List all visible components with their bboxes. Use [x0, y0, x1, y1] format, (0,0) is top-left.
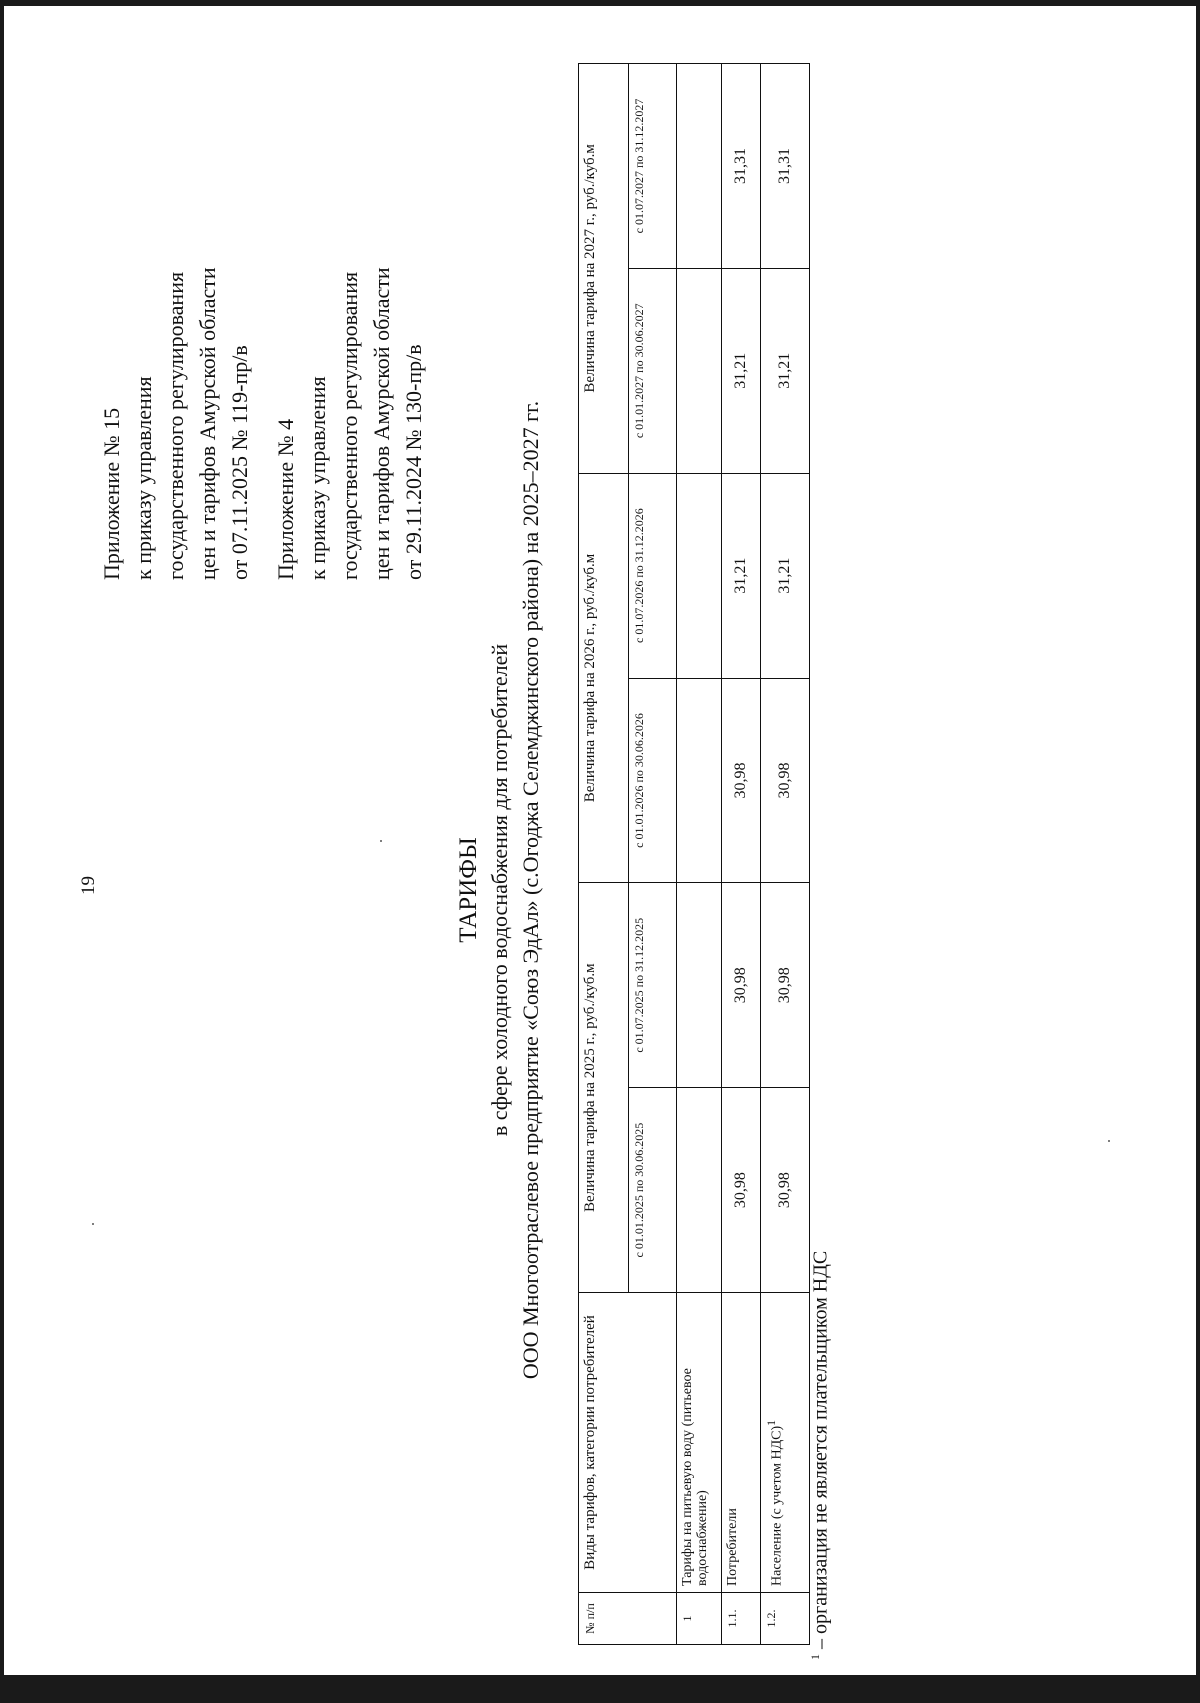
column-header-type: Виды тарифов, категории потребителей: [579, 1293, 677, 1593]
period-header: с 01.01.2026 по 30.06.2026: [629, 678, 677, 883]
appendix-line: цен и тарифов Амурской области: [195, 267, 220, 580]
tariff-value: 31,21: [761, 268, 810, 473]
document-title: ТАРИФЫ: [455, 837, 482, 943]
column-header-number: № п/п: [579, 1593, 677, 1645]
tariff-value: 31,21: [722, 268, 761, 473]
tariff-value: [677, 64, 722, 269]
footnote: [808, 1251, 833, 1660]
tariff-value: [677, 1088, 722, 1293]
scan-edge-bottom: [0, 1675, 1200, 1703]
tariff-value: [677, 678, 722, 883]
period-header: с 01.07.2027 по 31.12.2027: [629, 64, 677, 269]
appendix-previous-block: [270, 267, 430, 580]
period-header: с 01.07.2025 по 31.12.2025: [629, 883, 677, 1088]
scan-edge-right: [1196, 0, 1200, 1703]
table-header-row: [579, 64, 629, 1645]
tariff-value: 30,98: [722, 678, 761, 883]
appendix-line: Приложение № 15: [99, 407, 124, 580]
period-header: с 01.01.2025 по 30.06.2025: [629, 1088, 677, 1293]
table-row: [761, 64, 810, 1645]
appendix-line: Приложение № 4: [273, 418, 298, 580]
appendix-line: от 07.11.2025 № 119-пр/в: [227, 345, 252, 580]
scan-edge-top: [0, 0, 1200, 6]
page-number: 19: [78, 876, 99, 895]
document-subtitle: в сфере холодного водоснабжения для потребителей: [487, 643, 512, 1137]
row-number: 1.2.: [761, 1593, 810, 1645]
appendix-line: к приказу управления: [131, 376, 156, 580]
appendix-line: к приказу управления: [305, 376, 330, 580]
organization-line: ООО Многоотраслевое предприятие «Союз ЭдАл» (с.Огоджа Селемджинского района) на 2025–2027 гг.: [518, 400, 543, 1380]
footnote-marker: 1: [808, 1654, 822, 1660]
row-category: Тарифы на питьевую воду (питьевое водоснабжение): [677, 1293, 722, 1593]
table-row: [677, 64, 722, 1645]
row-number: 1: [677, 1593, 722, 1645]
footnote-text: – организация не является плательщиком НДС: [809, 1250, 832, 1654]
tariff-value: 31,21: [761, 473, 810, 678]
tariff-value: 31,31: [761, 64, 810, 269]
tariff-value: 30,98: [761, 1088, 810, 1293]
appendix-line: государственного регулирования: [163, 271, 188, 580]
row-category-text: Население (с учетом НДС): [769, 1425, 785, 1586]
tariff-value: 30,98: [761, 883, 810, 1088]
footnote-marker: 1: [765, 1420, 778, 1426]
appendix-line: государственного регулирования: [337, 271, 362, 580]
appendix-line: от 29.11.2024 № 130-пр/в: [401, 344, 426, 580]
scan-edge-left: [0, 0, 4, 1703]
tariff-value: [677, 883, 722, 1088]
tariff-value: 30,98: [761, 678, 810, 883]
column-header-2025: Величина тарифа на 2025 г., руб./куб.м: [579, 883, 629, 1293]
tariff-value: 30,98: [722, 1088, 761, 1293]
tariff-table: [578, 63, 810, 1645]
column-header-2026: Величина тарифа на 2026 г., руб./куб.м: [579, 473, 629, 883]
table-row: [722, 64, 761, 1645]
row-number: 1.1.: [722, 1593, 761, 1645]
tariff-value: [677, 268, 722, 473]
row-category: [761, 1293, 810, 1593]
period-header: с 01.07.2026 по 31.12.2026: [629, 473, 677, 678]
tariff-value: 31,31: [722, 64, 761, 269]
column-header-2027: Величина тарифа на 2027 г., руб./куб.м: [579, 64, 629, 474]
appendix-current-block: [96, 267, 256, 580]
period-header: с 01.01.2027 по 30.06.2027: [629, 268, 677, 473]
tariff-value: 31,21: [722, 473, 761, 678]
rotated-document-page: [40, 50, 1170, 1670]
appendix-line: цен и тарифов Амурской области: [369, 267, 394, 580]
tariff-value: [677, 473, 722, 678]
tariff-value: 30,98: [722, 883, 761, 1088]
row-category: Потребители: [722, 1293, 761, 1593]
